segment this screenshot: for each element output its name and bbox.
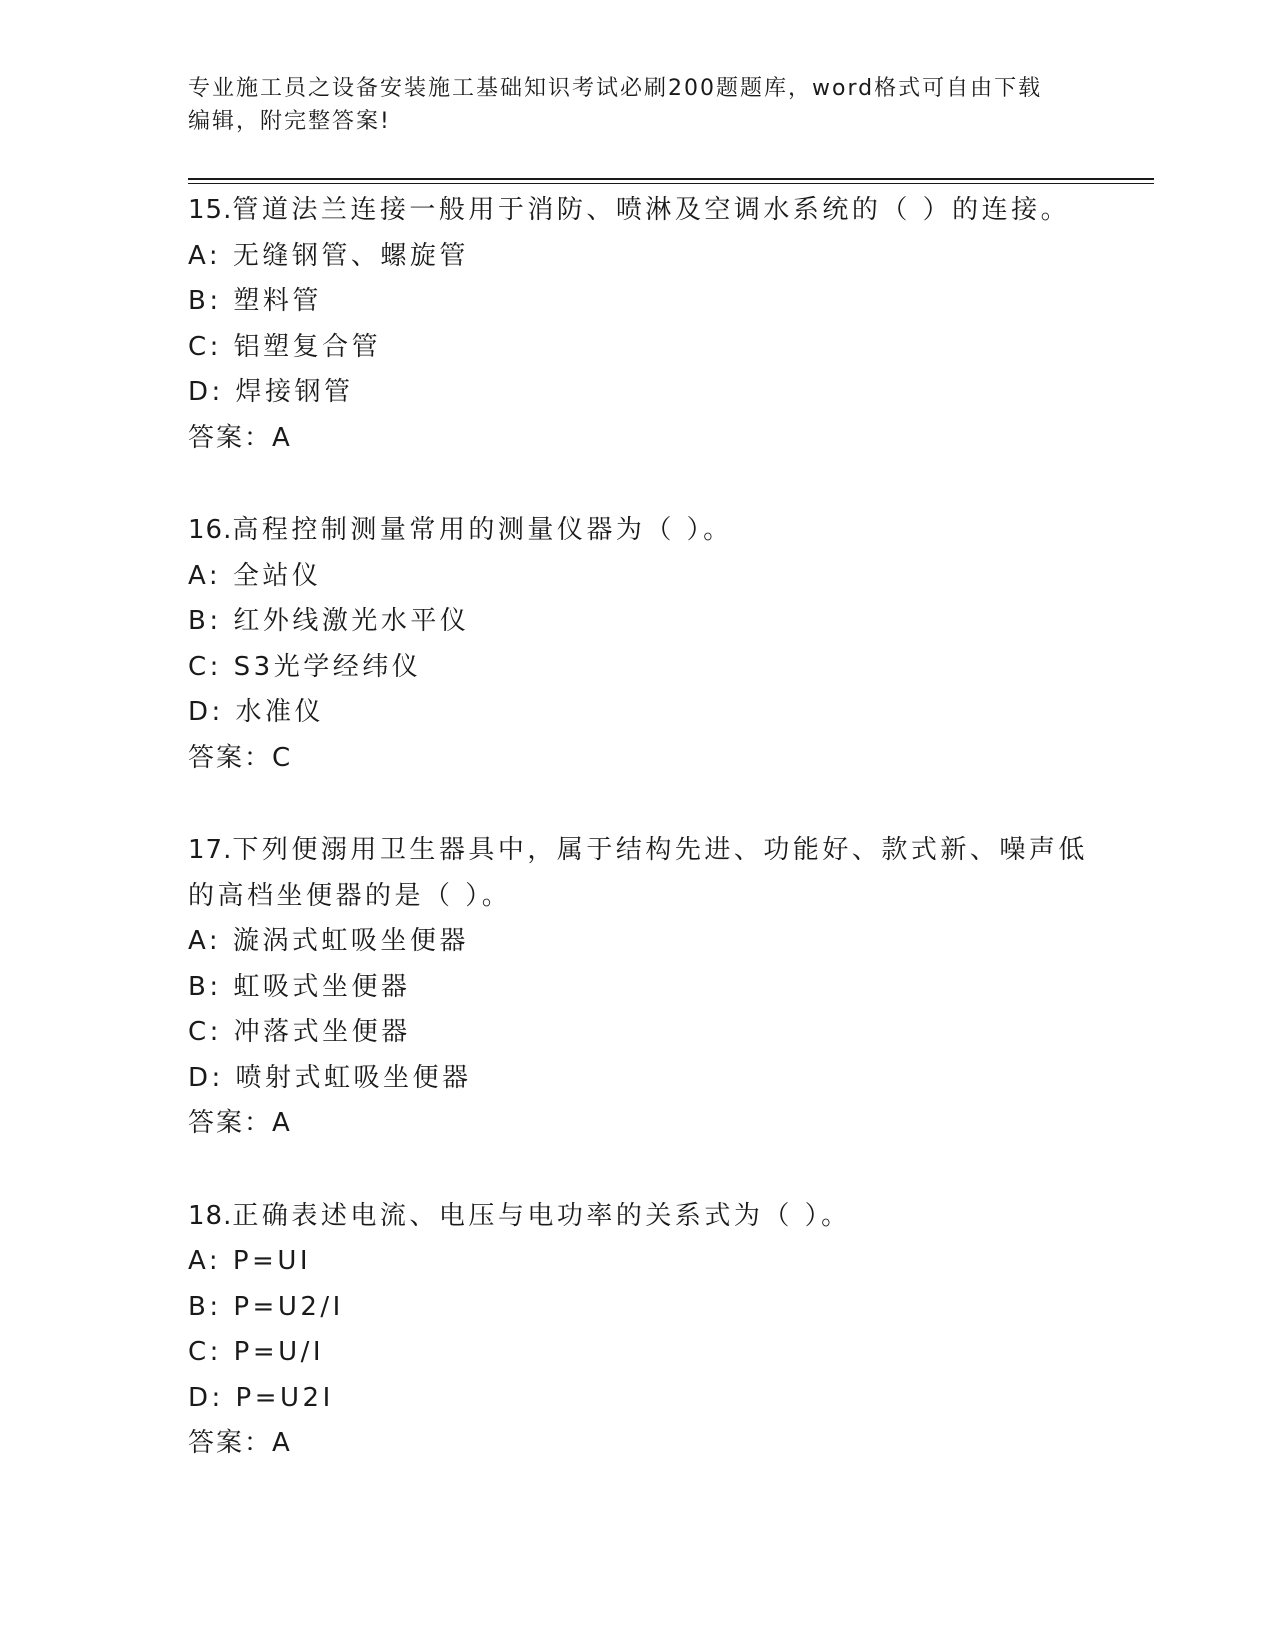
option-d: D: 焊接钢管 — [188, 377, 354, 407]
header-line-2: 编辑，附完整答案! — [188, 109, 391, 134]
header-divider-thin — [188, 183, 1154, 184]
option-c: C: P=U/I — [188, 1337, 325, 1367]
question-number: 16. — [188, 515, 233, 545]
answer-label: 答案： — [188, 422, 273, 453]
question-text: 下列便溺用卫生器具中，属于结构先进、功能好、款式新、噪声低 — [232, 835, 1088, 865]
question-17 — [188, 828, 1108, 1147]
option-a: A: 无缝钢管、螺旋管 — [188, 240, 469, 271]
answer-line — [188, 1101, 1108, 1147]
question-stem — [188, 188, 1108, 234]
question-stem — [188, 1194, 1108, 1240]
document-header — [188, 72, 1068, 138]
answer-label: 答案： — [188, 742, 273, 773]
question-number: 18. — [188, 1200, 233, 1231]
answer-value: C — [272, 742, 293, 773]
question-list — [188, 188, 1108, 1514]
option-b: B: P=U2/I — [188, 1291, 344, 1322]
question-text: 管道法兰连接一般用于消防、喷淋及空调水系统的（ ）的连接。 — [232, 195, 1071, 225]
answer-line — [188, 1421, 1108, 1467]
answer-value: A — [272, 1428, 292, 1458]
header-divider-thick — [188, 178, 1154, 180]
question-number: 15. — [188, 195, 233, 225]
question-15 — [188, 188, 1108, 461]
question-stem — [188, 508, 1108, 554]
answer-value: A — [272, 422, 292, 453]
option-a: A: 漩涡式虹吸坐便器 — [188, 926, 469, 956]
question-18 — [188, 1194, 1108, 1467]
answer-line — [188, 736, 1108, 782]
header-line-1: 专业施工员之设备安装施工基础知识考试必刷200题题库，word格式可自由下载 — [188, 76, 1043, 101]
option-a: A: 全站仪 — [188, 560, 322, 591]
option-b: B: 虹吸式坐便器 — [188, 971, 411, 1002]
question-text: 高程控制测量常用的测量仪器为（ ）。 — [232, 515, 733, 545]
option-c: C: 冲落式坐便器 — [188, 1017, 411, 1047]
option-b: B: 红外线激光水平仪 — [188, 606, 470, 636]
option-b: B: 塑料管 — [188, 286, 322, 316]
question-stem-continued: 的高档坐便器的是（ ）。 — [188, 880, 512, 911]
answer-value: A — [272, 1108, 292, 1138]
option-d: D: P=U2I — [188, 1382, 334, 1413]
option-d: D: 喷射式虹吸坐便器 — [188, 1062, 472, 1093]
answer-label: 答案： — [188, 1428, 273, 1458]
option-d: D: 水准仪 — [188, 697, 325, 727]
answer-label: 答案： — [188, 1108, 273, 1138]
option-c: C: S3光学经纬仪 — [188, 651, 422, 682]
question-stem — [188, 828, 1108, 874]
question-16 — [188, 508, 1108, 781]
question-number: 17. — [188, 835, 233, 865]
question-text: 正确表述电流、电压与电功率的关系式为（ ）。 — [232, 1200, 851, 1231]
option-c: C: 铝塑复合管 — [188, 331, 382, 362]
option-a: A: P=UI — [188, 1246, 312, 1276]
answer-line — [188, 416, 1108, 462]
